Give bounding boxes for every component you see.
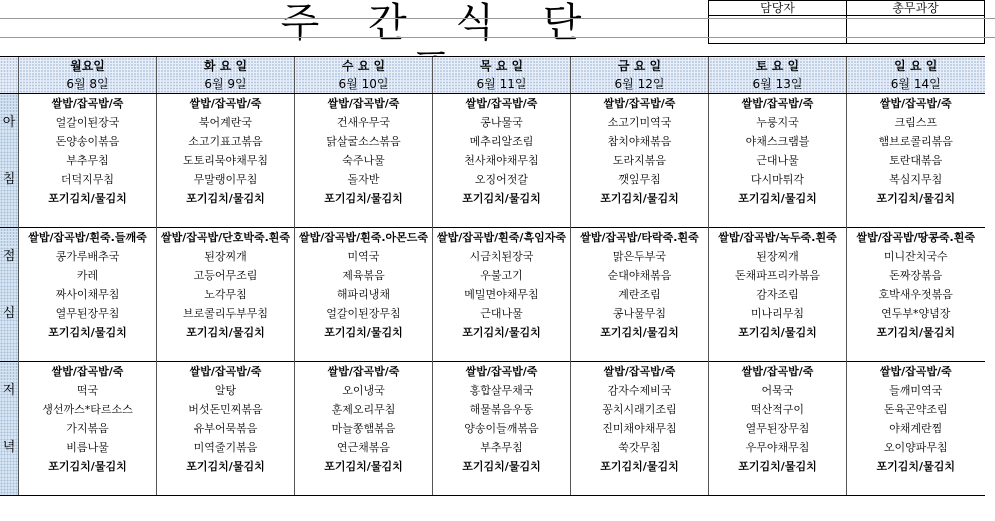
menu-item: 진미채야채무침 bbox=[571, 419, 709, 438]
menu-item: 포기김치/물김치 bbox=[571, 189, 709, 208]
meal-label: 녁 bbox=[0, 438, 19, 457]
menu-item: 맑은두부국 bbox=[571, 247, 709, 266]
menu-item bbox=[157, 342, 295, 362]
meal-label bbox=[0, 476, 19, 496]
menu-item: 쌀밥/잡곡밥/죽 bbox=[709, 94, 847, 114]
menu-item: 포기김치/물김치 bbox=[295, 457, 433, 476]
day-date-header: 6월 10일 bbox=[295, 75, 433, 94]
menu-item: 쌀밥/잡곡밥/죽 bbox=[157, 94, 295, 114]
staff-label: 담당자 bbox=[709, 1, 847, 16]
menu-item bbox=[571, 342, 709, 362]
menu-item: 닭살굴소스볶음 bbox=[295, 132, 433, 151]
table-row bbox=[0, 170, 985, 189]
menu-item: 포기김치/물김치 bbox=[19, 323, 157, 342]
table-row bbox=[0, 247, 985, 266]
meal-label bbox=[0, 208, 19, 228]
meal-label bbox=[0, 362, 19, 382]
menu-item: 버섯돈민찌볶음 bbox=[157, 400, 295, 419]
day-date-header: 6월 12일 bbox=[571, 75, 709, 94]
table-row bbox=[0, 94, 985, 114]
meal-label bbox=[0, 285, 19, 304]
menu-item bbox=[433, 208, 571, 228]
menu-item bbox=[571, 476, 709, 496]
menu-item: 크림스프 bbox=[847, 113, 985, 132]
menu-item: 햄브로콜리볶음 bbox=[847, 132, 985, 151]
menu-item: 오이양파무침 bbox=[847, 438, 985, 457]
menu-item: 도라지볶음 bbox=[571, 151, 709, 170]
menu-item: 쌀밥/잡곡밥/흰죽.아몬드죽 bbox=[295, 228, 433, 248]
spacer-row bbox=[0, 342, 985, 362]
menu-item: 미역국 bbox=[295, 247, 433, 266]
menu-item: 시금치된장국 bbox=[433, 247, 571, 266]
menu-item: 포기김치/물김치 bbox=[157, 323, 295, 342]
menu-item: 훈제오리무침 bbox=[295, 400, 433, 419]
menu-item: 포기김치/물김치 bbox=[571, 457, 709, 476]
spacer-row bbox=[0, 476, 985, 496]
menu-item: 짜사이채무침 bbox=[19, 285, 157, 304]
menu-item: 된장찌개 bbox=[157, 247, 295, 266]
manager-label: 총무과장 bbox=[847, 1, 985, 16]
day-date-header: 6월 8일 bbox=[19, 75, 157, 94]
table-row bbox=[0, 419, 985, 438]
table-row bbox=[0, 381, 985, 400]
menu-item: 포기김치/물김치 bbox=[709, 323, 847, 342]
menu-item: 복심지무침 bbox=[847, 170, 985, 189]
menu-item: 열무된장무침 bbox=[709, 419, 847, 438]
menu-item: 쌀밥/잡곡밥/죽 bbox=[433, 94, 571, 114]
menu-item: 카레 bbox=[19, 266, 157, 285]
menu-item: 포기김치/물김치 bbox=[709, 189, 847, 208]
menu-item bbox=[709, 342, 847, 362]
menu-item: 포기김치/물김치 bbox=[433, 189, 571, 208]
menu-item: 쌀밥/잡곡밥/죽 bbox=[19, 94, 157, 114]
menu-item: 미역줄기볶음 bbox=[157, 438, 295, 457]
menu-item: 쌀밥/잡곡밥/흰죽/흑임자죽 bbox=[433, 228, 571, 248]
meal-label: 점 bbox=[0, 247, 19, 266]
staff-signature-cell[interactable] bbox=[709, 16, 847, 44]
table-row bbox=[0, 457, 985, 476]
table-row bbox=[0, 132, 985, 151]
meal-label bbox=[0, 457, 19, 476]
menu-item bbox=[709, 208, 847, 228]
meal-label bbox=[0, 400, 19, 419]
menu-item: 누룽지국 bbox=[709, 113, 847, 132]
menu-item: 알탕 bbox=[157, 381, 295, 400]
table-row bbox=[0, 438, 985, 457]
meal-label: 심 bbox=[0, 304, 19, 323]
menu-item: 가지볶음 bbox=[19, 419, 157, 438]
menu-item: 쌀밥/잡곡밥/죽 bbox=[571, 94, 709, 114]
menu-item: 무말랭이무침 bbox=[157, 170, 295, 189]
gridline bbox=[0, 37, 995, 38]
menu-item: 야채계란찜 bbox=[847, 419, 985, 438]
menu-item: 오이냉국 bbox=[295, 381, 433, 400]
menu-item bbox=[19, 342, 157, 362]
menu-item: 비름나물 bbox=[19, 438, 157, 457]
menu-item: 열무된장무침 bbox=[19, 304, 157, 323]
menu-item: 돈채파프리카볶음 bbox=[709, 266, 847, 285]
menu-item: 근대나물 bbox=[433, 304, 571, 323]
menu-item bbox=[571, 208, 709, 228]
menu-item: 쌀밥/잡곡밥/죽 bbox=[847, 362, 985, 382]
menu-item: 얼갈이된장무침 bbox=[295, 304, 433, 323]
meal-label bbox=[0, 323, 19, 342]
table-row bbox=[0, 323, 985, 342]
menu-item: 우무야채무침 bbox=[709, 438, 847, 457]
menu-item: 감자수제비국 bbox=[571, 381, 709, 400]
menu-item: 포기김치/물김치 bbox=[19, 457, 157, 476]
menu-item: 포기김치/물김치 bbox=[157, 457, 295, 476]
menu-item: 북어계란국 bbox=[157, 113, 295, 132]
menu-item: 유부어묵볶음 bbox=[157, 419, 295, 438]
menu-item bbox=[295, 208, 433, 228]
menu-item bbox=[847, 342, 985, 362]
meal-label bbox=[0, 266, 19, 285]
menu-item: 포기김치/물김치 bbox=[295, 323, 433, 342]
menu-item: 된장찌개 bbox=[709, 247, 847, 266]
meal-label bbox=[0, 419, 19, 438]
menu-item: 해물볶음우동 bbox=[433, 400, 571, 419]
meal-label bbox=[0, 342, 19, 362]
menu-item: 홍합살무채국 bbox=[433, 381, 571, 400]
menu-item: 쌀밥/잡곡밥/죽 bbox=[295, 94, 433, 114]
menu-item: 꽁치시래기조림 bbox=[571, 400, 709, 419]
menu-item bbox=[847, 208, 985, 228]
meal-label: 아 bbox=[0, 113, 19, 132]
meal-label bbox=[0, 132, 19, 151]
day-date-header: 6월 13일 bbox=[709, 75, 847, 94]
menu-item bbox=[19, 208, 157, 228]
menu-item: 콩나물무침 bbox=[571, 304, 709, 323]
menu-item: 토란대볶음 bbox=[847, 151, 985, 170]
menu-item: 포기김치/물김치 bbox=[709, 457, 847, 476]
menu-item bbox=[709, 476, 847, 496]
menu-item: 떡국 bbox=[19, 381, 157, 400]
menu-item: 오징어젓갈 bbox=[433, 170, 571, 189]
menu-item: 소고기표고볶음 bbox=[157, 132, 295, 151]
day-date-header: 6월 9일 bbox=[157, 75, 295, 94]
day-name-header: 토 요 일 bbox=[709, 57, 847, 76]
menu-item bbox=[157, 476, 295, 496]
table-row bbox=[0, 228, 985, 248]
menu-item: 포기김치/물김치 bbox=[433, 457, 571, 476]
menu-item: 순대야채볶음 bbox=[571, 266, 709, 285]
day-name-header: 목 요 일 bbox=[433, 57, 571, 76]
table-row bbox=[0, 362, 985, 382]
menu-item: 숙주나물 bbox=[295, 151, 433, 170]
meal-label bbox=[0, 94, 19, 114]
menu-item: 쌀밥/잡곡밥/흰죽.들깨죽 bbox=[19, 228, 157, 248]
menu-item: 쌀밥/잡곡밥/죽 bbox=[709, 362, 847, 382]
menu-item: 야채스크램블 bbox=[709, 132, 847, 151]
menu-item bbox=[847, 476, 985, 496]
menu-item: 부추무침 bbox=[433, 438, 571, 457]
menu-item: 포기김치/물김치 bbox=[295, 189, 433, 208]
menu-item: 포기김치/물김치 bbox=[19, 189, 157, 208]
corner-cell bbox=[0, 75, 19, 94]
menu-item: 쌀밥/잡곡밥/땅콩죽.흰죽 bbox=[847, 228, 985, 248]
table-row bbox=[0, 285, 985, 304]
menu-item: 어묵국 bbox=[709, 381, 847, 400]
day-name-header: 화 요 일 bbox=[157, 57, 295, 76]
menu-item: 노각무침 bbox=[157, 285, 295, 304]
gridline bbox=[0, 18, 995, 19]
menu-item bbox=[295, 476, 433, 496]
menu-item bbox=[295, 342, 433, 362]
menu-item: 깻잎무침 bbox=[571, 170, 709, 189]
menu-item: 돈짜장볶음 bbox=[847, 266, 985, 285]
meal-label bbox=[0, 189, 19, 208]
menu-item: 천사채야채무침 bbox=[433, 151, 571, 170]
table-row bbox=[0, 189, 985, 208]
table-row bbox=[0, 400, 985, 419]
menu-item: 포기김치/물김치 bbox=[847, 323, 985, 342]
day-date-header: 6월 14일 bbox=[847, 75, 985, 94]
menu-item bbox=[433, 342, 571, 362]
menu-item: 포기김치/물김치 bbox=[847, 189, 985, 208]
manager-signature-cell[interactable] bbox=[847, 16, 985, 44]
menu-item: 마늘쫑햄볶음 bbox=[295, 419, 433, 438]
day-date-header: 6월 11일 bbox=[433, 75, 571, 94]
menu-item: 고등어무조림 bbox=[157, 266, 295, 285]
menu-item: 부추무침 bbox=[19, 151, 157, 170]
menu-item: 쌀밥/잡곡밥/죽 bbox=[433, 362, 571, 382]
menu-item: 쌀밥/잡곡밥/죽 bbox=[295, 362, 433, 382]
menu-item: 포기김치/물김치 bbox=[847, 457, 985, 476]
meal-label: 침 bbox=[0, 170, 19, 189]
menu-item: 쌀밥/잡곡밥/죽 bbox=[19, 362, 157, 382]
menu-item: 콩가루배추국 bbox=[19, 247, 157, 266]
menu-item: 콩나물국 bbox=[433, 113, 571, 132]
menu-item: 돌자반 bbox=[295, 170, 433, 189]
menu-item: 메추리알조림 bbox=[433, 132, 571, 151]
day-name-header: 수 요 일 bbox=[295, 57, 433, 76]
menu-item: 포기김치/물김치 bbox=[157, 189, 295, 208]
menu-item: 쌀밥/잡곡밥/녹두죽.흰죽 bbox=[709, 228, 847, 248]
menu-item: 미나리무침 bbox=[709, 304, 847, 323]
menu-item: 얼갈이된장국 bbox=[19, 113, 157, 132]
menu-item: 미니잔치국수 bbox=[847, 247, 985, 266]
weekly-menu-table bbox=[0, 56, 985, 496]
menu-item: 생선까스*타르소스 bbox=[19, 400, 157, 419]
menu-item: 메밀면야채무침 bbox=[433, 285, 571, 304]
table-row bbox=[0, 113, 985, 132]
menu-item: 쌀밥/잡곡밥/죽 bbox=[571, 362, 709, 382]
menu-item: 쌀밥/잡곡밥/타락죽.흰죽 bbox=[571, 228, 709, 248]
menu-item: 돈양송이볶음 bbox=[19, 132, 157, 151]
menu-item: 쌀밥/잡곡밥/죽 bbox=[847, 94, 985, 114]
menu-item: 양송이들깨볶음 bbox=[433, 419, 571, 438]
menu-item: 건새우무국 bbox=[295, 113, 433, 132]
menu-item: 호박새우젓볶음 bbox=[847, 285, 985, 304]
menu-item: 쌀밥/잡곡밥/죽 bbox=[157, 362, 295, 382]
menu-item: 다시마튀각 bbox=[709, 170, 847, 189]
menu-item: 포기김치/물김치 bbox=[571, 323, 709, 342]
meal-label bbox=[0, 151, 19, 170]
menu-item: 해파리냉채 bbox=[295, 285, 433, 304]
menu-item: 도토리묵야채무침 bbox=[157, 151, 295, 170]
menu-item: 쑥갓무침 bbox=[571, 438, 709, 457]
menu-item: 소고기미역국 bbox=[571, 113, 709, 132]
menu-item: 근대나물 bbox=[709, 151, 847, 170]
menu-item: 더덕지무침 bbox=[19, 170, 157, 189]
day-name-header: 월요일 bbox=[19, 57, 157, 76]
menu-item: 브로콜리두부무침 bbox=[157, 304, 295, 323]
spacer-row bbox=[0, 208, 985, 228]
table-row bbox=[0, 151, 985, 170]
menu-item bbox=[19, 476, 157, 496]
menu-item: 참치야채볶음 bbox=[571, 132, 709, 151]
menu-item: 쌀밥/잡곡밥/단호박죽.흰죽 bbox=[157, 228, 295, 248]
page-title: 주 간 식 단 bbox=[280, 0, 600, 46]
day-name-header: 일 요 일 bbox=[847, 57, 985, 76]
meal-label bbox=[0, 228, 19, 248]
menu-item: 들깨미역국 bbox=[847, 381, 985, 400]
menu-item bbox=[157, 208, 295, 228]
day-name-header: 금 요 일 bbox=[571, 57, 709, 76]
table-row bbox=[0, 304, 985, 323]
meal-label: 저 bbox=[0, 381, 19, 400]
menu-item: 돈육곤약조림 bbox=[847, 400, 985, 419]
menu-item: 포기김치/물김치 bbox=[433, 323, 571, 342]
corner-cell bbox=[0, 57, 19, 76]
menu-item: 제육볶음 bbox=[295, 266, 433, 285]
menu-item: 감자조림 bbox=[709, 285, 847, 304]
table-row bbox=[0, 266, 985, 285]
menu-item: 연두부*양념장 bbox=[847, 304, 985, 323]
menu-item: 계란조림 bbox=[571, 285, 709, 304]
menu-item: 떡산적구이 bbox=[709, 400, 847, 419]
menu-item: 우불고기 bbox=[433, 266, 571, 285]
menu-item bbox=[433, 476, 571, 496]
menu-item: 연근채볶음 bbox=[295, 438, 433, 457]
